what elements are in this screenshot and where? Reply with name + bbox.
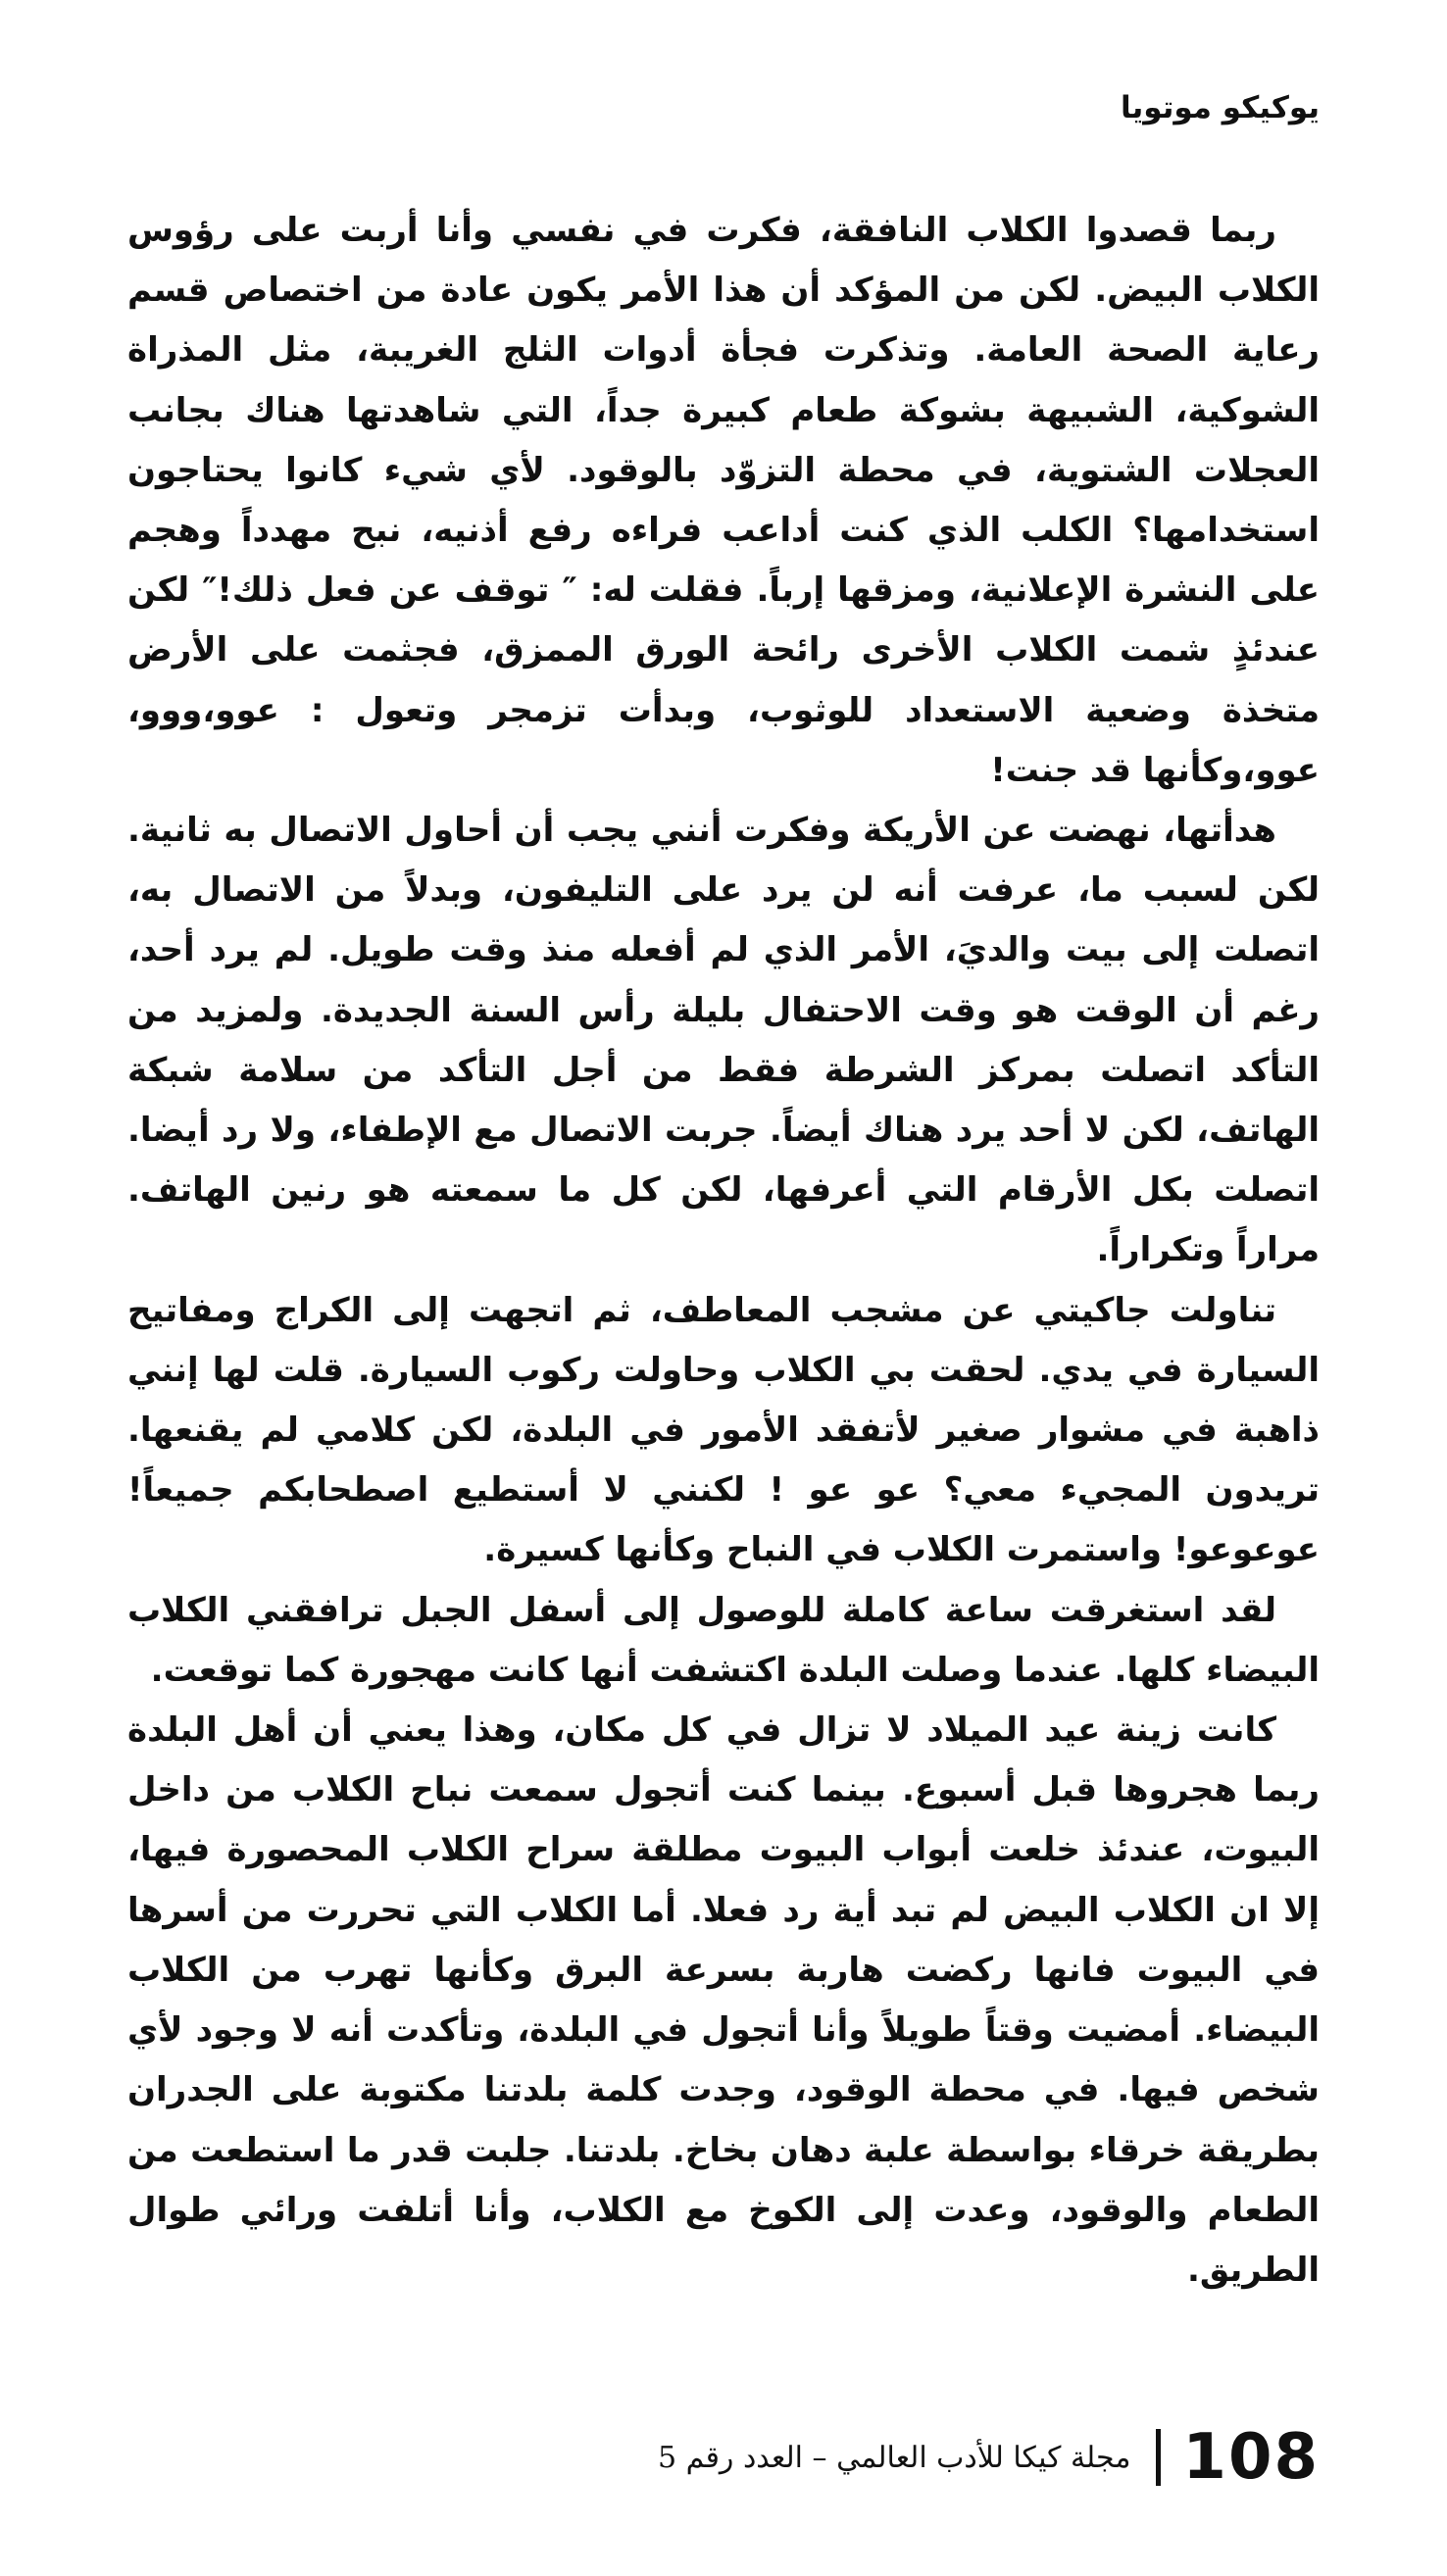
page-footer [657, 2421, 1320, 2494]
page-number: 108 [1182, 2421, 1320, 2494]
paragraph-5: كانت زينة عيد الميلاد لا تزال في كل مكان، وهذا يعني أن أهل البلدة ربما هجروها قبل أسبوع. بينما كنت أتجول سمعت نباح الكلاب من داخل البيوت، عندئذ خلعت أبواب البيوت مطلقة سراح الكلاب المحصورة فيها، إلا ان الكلاب البيض لم تبد أية رد فعلا. أما الكلاب التي تحررت من أسرها في البيوت فانها ركضت هاربة بسرعة البرق وكأنها تهرب من الكلاب البيضاء. أمضيت وقتاً طويلاً وأنا أتجول في البلدة، وتأكدت أنه لا وجود لأي شخص فيها. في محطة الوقود، وجدت كلمة بلدتنا مكتوبة على الجدران بطريقة خرقاء بواسطة علبة دهان بخاخ. بلدتنا. جلبت قدر ما استطعت من الطعام والوقود، وعدت إلى الكوخ مع الكلاب، وأنا أتلفت ورائي طوال الطريق. [127, 1710, 1320, 2290]
journal-title: مجلة كيكا للأدب العالمي – العدد رقم 5 [657, 2440, 1131, 2475]
footer-divider [1156, 2429, 1161, 2486]
running-head-author: يوكيكو موتويا [1121, 90, 1320, 125]
paragraph-4: لقد استغرقت ساعة كاملة للوصول إلى أسفل الجبل ترافقني الكلاب البيضاء كلها. عندما وصلت البلدة اكتشفت أنها كانت مهجورة كما توقعت. [127, 1590, 1320, 1690]
paragraph-2: هدأتها، نهضت عن الأريكة وفكرت أنني يجب أن أحاول الاتصال به ثانية. لكن لسبب ما، عرفت أنه لن يرد على التليفون، وبدلاً من الاتصال به، اتصلت إلى بيت والديَ، الأمر الذي لم أفعله منذ وقت طويل. لم يرد أحد، رغم أن الوقت هو وقت الاحتفال بليلة رأس السنة الجديدة. ولمزيد من التأكد اتصلت بمركز الشرطة فقط من أجل التأكد من سلامة شبكة الهاتف، لكن لا أحد يرد هناك أيضاً. جربت الاتصال مع الإطفاء، ولا رد أيضا. اتصلت بكل الأرقام التي أعرفها، لكن كل ما سمعته هو رنين الهاتف. مراراً وتكراراً. [127, 811, 1320, 1270]
paragraph-1: ربما قصدوا الكلاب النافقة، فكرت في نفسي وأنا أربت على رؤوس الكلاب البيض. لكن من المؤكد أن هذا الأمر يكون عادة من اختصاص قسم رعاية الصحة العامة. وتذكرت فجأة أدوات الثلج الغريبة، مثل المذراة الشوكية، الشبيهة بشوكة طعام كبيرة جداً، التي شاهدتها هناك بجانب العجلات الشتوية، في محطة التزوّد بالوقود. لأي شيء كانوا يحتاجون استخدامها؟ الكلب الذي كنت أداعب فراءه رفع أذنيه، نبح مهدداً وهجم على النشرة الإعلانية، ومزقها إرباً. فقلت له: ″ توقف عن فعل ذلك!″ لكن عندئذٍ شمت الكلاب الأخرى رائحة الورق الممزق، فجثمت على الأرض متخذة وضعية الاستعداد للوثوب، وبدأت تزمجر وتعول : عوو،ووو، عوو،وكأنها قد جنت! [127, 211, 1320, 790]
paragraph-3: تناولت جاكيتي عن مشجب المعاطف، ثم اتجهت إلى الكراج ومفاتيح السيارة في يدي. لحقت بي الكلاب وحاولت ركوب السيارة. قلت لها إنني ذاهبة في مشوار صغير لأتفقد الأمور في البلدة، لكن كلامي لم يقنعها. تريدون المجيء معي؟ عو عو ! لكنني لا أستطيع اصطحابكم جميعاً! عوعوعو! واستمرت الكلاب في النباح وكأنها كسيرة. [127, 1290, 1320, 1570]
article-body [127, 201, 1320, 2357]
